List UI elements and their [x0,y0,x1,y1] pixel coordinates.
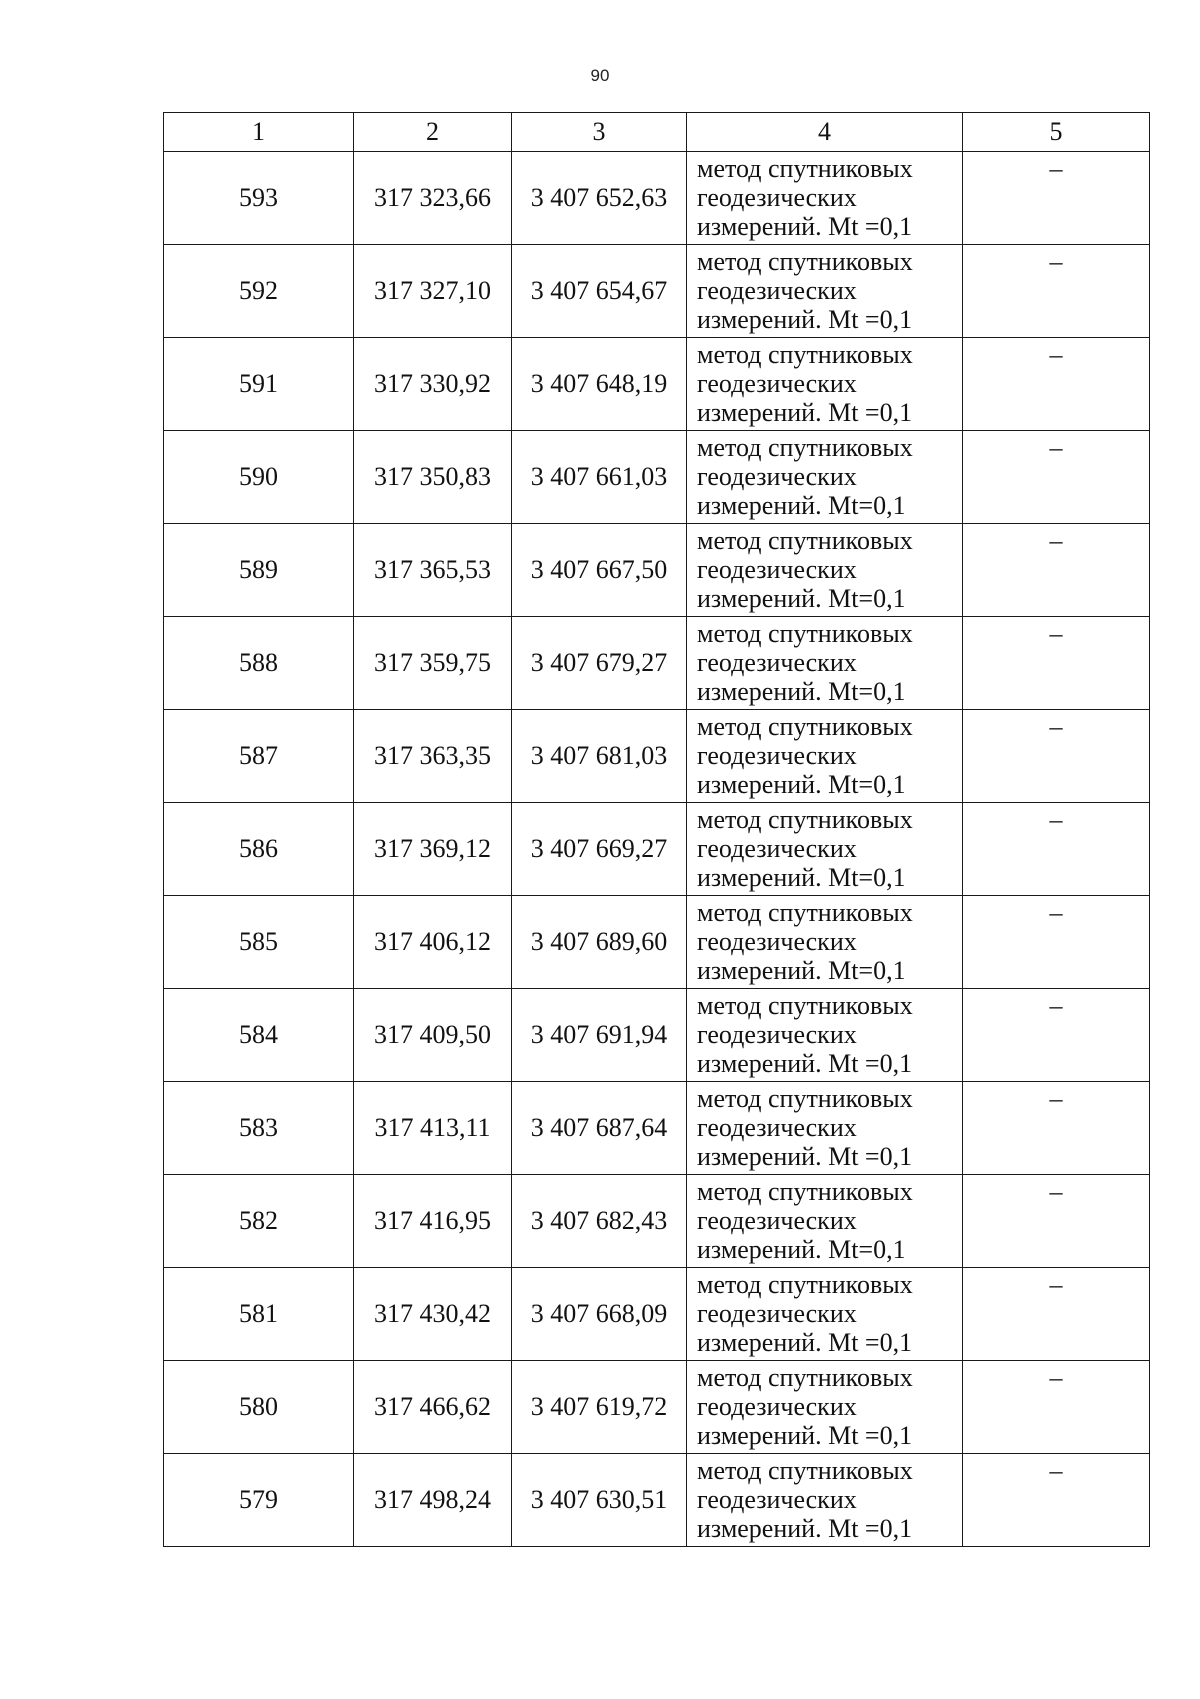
x-coordinate-cell: 317 498,24 [354,1454,512,1547]
method-text-line: геодезических [697,648,857,677]
y-coordinate-cell: 3 407 687,64 [512,1082,687,1175]
point-number-cell: 579 [164,1454,354,1547]
table-row [164,710,1150,803]
column-header: 3 [512,113,687,152]
y-coordinate-cell: 3 407 667,50 [512,524,687,617]
table-row [164,245,1150,338]
note-cell: – [963,896,1150,989]
table-row [164,524,1150,617]
y-coordinate-cell: 3 407 682,43 [512,1175,687,1268]
table-row [164,617,1150,710]
table-row [164,1268,1150,1361]
point-number-cell: 585 [164,896,354,989]
point-number-cell: 580 [164,1361,354,1454]
point-number-cell: 590 [164,431,354,524]
x-coordinate-cell: 317 330,92 [354,338,512,431]
method-cell [687,1454,963,1547]
y-coordinate-cell: 3 407 679,27 [512,617,687,710]
method-cell [687,989,963,1082]
method-text-line: измерений. Mt =0,1 [697,1142,913,1171]
method-text-line: геодезических [697,1113,857,1142]
method-text-line: геодезических [697,1299,857,1328]
method-text-line: измерений. Mt =0,1 [697,212,913,241]
column-header: 1 [164,113,354,152]
method-text-line: измерений. Mt=0,1 [697,863,906,892]
table-row [164,803,1150,896]
method-text-line: измерений. Mt=0,1 [697,770,906,799]
method-text-line: метод спутниковых [697,1363,913,1392]
y-coordinate-cell: 3 407 652,63 [512,152,687,245]
method-text-line: измерений. Mt=0,1 [697,491,906,520]
method-text-line: метод спутниковых [697,1177,913,1206]
method-text-line: измерений. Mt =0,1 [697,1421,913,1450]
method-text-line: метод спутниковых [697,898,913,927]
method-text-line: измерений. Mt =0,1 [697,1328,913,1357]
column-header: 2 [354,113,512,152]
x-coordinate-cell: 317 359,75 [354,617,512,710]
method-text-line: метод спутниковых [697,1456,913,1485]
method-text-line: измерений. Mt =0,1 [697,398,913,427]
method-cell [687,1361,963,1454]
x-coordinate-cell: 317 409,50 [354,989,512,1082]
x-coordinate-cell: 317 430,42 [354,1268,512,1361]
method-text-line: геодезических [697,555,857,584]
method-text-line: геодезических [697,1392,857,1421]
method-text-line: измерений. Mt =0,1 [697,1514,913,1543]
method-text-line: геодезических [697,183,857,212]
method-text-line: геодезических [697,369,857,398]
table-row [164,431,1150,524]
method-text-line: метод спутниковых [697,991,913,1020]
method-cell [687,524,963,617]
method-cell [687,338,963,431]
x-coordinate-cell: 317 406,12 [354,896,512,989]
y-coordinate-cell: 3 407 689,60 [512,896,687,989]
point-number-cell: 592 [164,245,354,338]
method-text-line: измерений. Mt=0,1 [697,1235,906,1264]
method-cell [687,896,963,989]
method-text-line: метод спутниковых [697,1270,913,1299]
method-text-line: метод спутниковых [697,247,913,276]
method-text-line: метод спутниковых [697,1084,913,1113]
y-coordinate-cell: 3 407 654,67 [512,245,687,338]
method-cell [687,1082,963,1175]
point-number-cell: 588 [164,617,354,710]
method-text-line: геодезических [697,1020,857,1049]
method-cell [687,617,963,710]
table-row [164,989,1150,1082]
table-row [164,1175,1150,1268]
method-text-line: измерений. Mt =0,1 [697,1049,913,1078]
point-number-cell: 582 [164,1175,354,1268]
note-cell: – [963,1454,1150,1547]
y-coordinate-cell: 3 407 681,03 [512,710,687,803]
method-cell [687,245,963,338]
point-number-cell: 583 [164,1082,354,1175]
x-coordinate-cell: 317 323,66 [354,152,512,245]
method-text-line: метод спутниковых [697,619,913,648]
note-cell: – [963,1175,1150,1268]
y-coordinate-cell: 3 407 691,94 [512,989,687,1082]
table-body [164,152,1150,1547]
method-text-line: геодезических [697,276,857,305]
method-text-line: геодезических [697,462,857,491]
point-number-cell: 581 [164,1268,354,1361]
method-text-line: геодезических [697,834,857,863]
method-text-line: геодезических [697,1206,857,1235]
x-coordinate-cell: 317 327,10 [354,245,512,338]
coordinates-table [163,112,1150,1547]
y-coordinate-cell: 3 407 669,27 [512,803,687,896]
y-coordinate-cell: 3 407 668,09 [512,1268,687,1361]
method-cell [687,1268,963,1361]
method-text-line: геодезических [697,1485,857,1514]
point-number-cell: 589 [164,524,354,617]
method-text-line: геодезических [697,741,857,770]
method-cell [687,1175,963,1268]
method-cell [687,431,963,524]
note-cell: – [963,617,1150,710]
point-number-cell: 587 [164,710,354,803]
method-text-line: метод спутниковых [697,154,913,183]
table-row [164,1082,1150,1175]
method-text-line: измерений. Mt =0,1 [697,305,913,334]
x-coordinate-cell: 317 466,62 [354,1361,512,1454]
x-coordinate-cell: 317 365,53 [354,524,512,617]
method-text-line: геодезических [697,927,857,956]
table-row [164,896,1150,989]
method-text-line: метод спутниковых [697,805,913,834]
note-cell: – [963,1268,1150,1361]
y-coordinate-cell: 3 407 661,03 [512,431,687,524]
note-cell: – [963,1082,1150,1175]
method-cell [687,710,963,803]
method-text-line: измерений. Mt=0,1 [697,584,906,613]
table-row [164,1454,1150,1547]
table-header-row [164,113,1150,152]
y-coordinate-cell: 3 407 619,72 [512,1361,687,1454]
column-header: 4 [687,113,963,152]
y-coordinate-cell: 3 407 630,51 [512,1454,687,1547]
x-coordinate-cell: 317 416,95 [354,1175,512,1268]
x-coordinate-cell: 317 350,83 [354,431,512,524]
method-text-line: измерений. Mt=0,1 [697,677,906,706]
table-row [164,152,1150,245]
note-cell: – [963,431,1150,524]
method-text-line: метод спутниковых [697,526,913,555]
point-number-cell: 584 [164,989,354,1082]
note-cell: – [963,1361,1150,1454]
note-cell: – [963,989,1150,1082]
table-row [164,338,1150,431]
method-text-line: метод спутниковых [697,340,913,369]
note-cell: – [963,524,1150,617]
point-number-cell: 593 [164,152,354,245]
x-coordinate-cell: 317 413,11 [354,1082,512,1175]
method-text-line: метод спутниковых [697,433,913,462]
point-number-cell: 586 [164,803,354,896]
column-header: 5 [963,113,1150,152]
method-text-line: метод спутниковых [697,712,913,741]
x-coordinate-cell: 317 369,12 [354,803,512,896]
note-cell: – [963,338,1150,431]
note-cell: – [963,152,1150,245]
x-coordinate-cell: 317 363,35 [354,710,512,803]
method-cell [687,803,963,896]
method-cell [687,152,963,245]
point-number-cell: 591 [164,338,354,431]
table-row [164,1361,1150,1454]
y-coordinate-cell: 3 407 648,19 [512,338,687,431]
note-cell: – [963,803,1150,896]
method-text-line: измерений. Mt=0,1 [697,956,906,985]
note-cell: – [963,245,1150,338]
note-cell: – [963,710,1150,803]
page-number: 90 [590,66,610,85]
